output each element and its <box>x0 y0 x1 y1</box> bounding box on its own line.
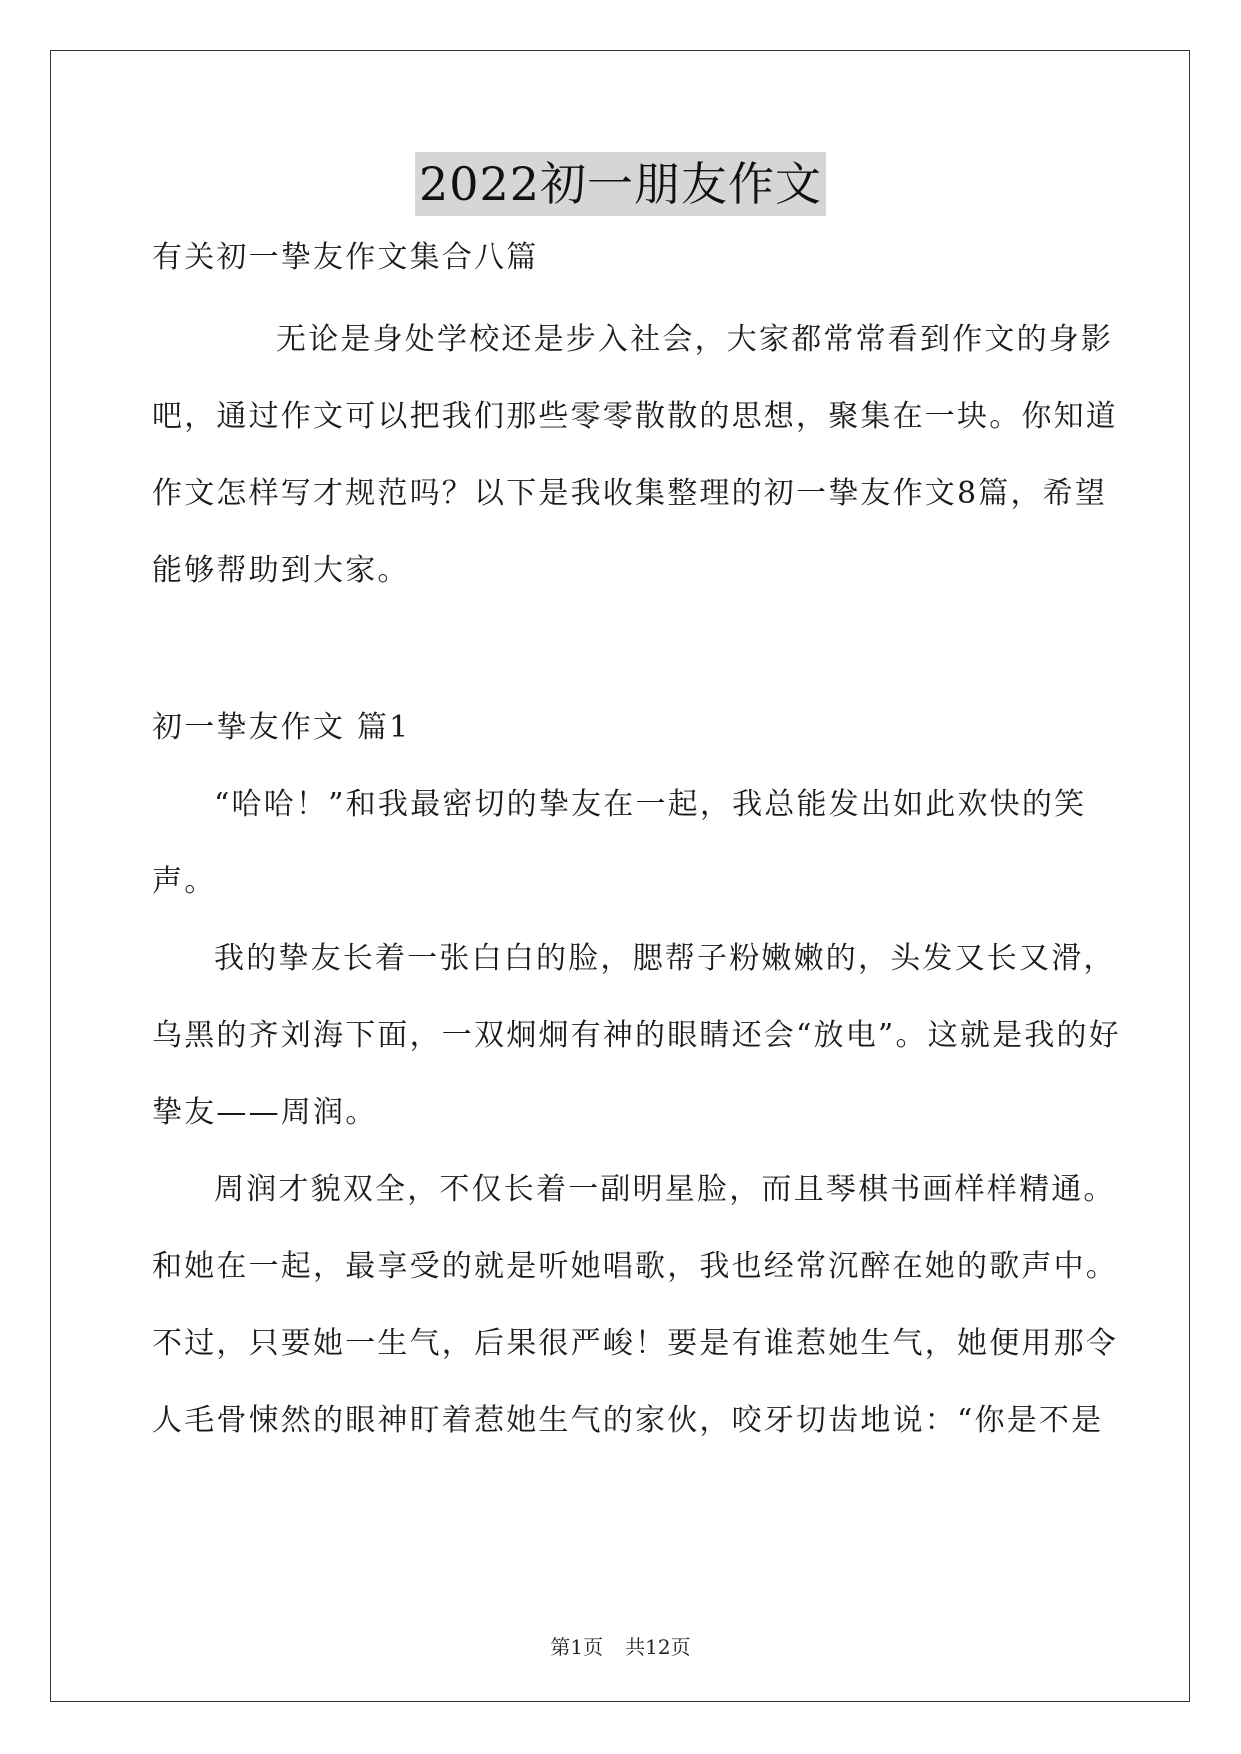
body-line: 不过，只要她一生气，后果很严峻！要是有谁惹她生气，她便用那令 <box>152 1326 1118 1361</box>
body-line: 声。 <box>152 864 217 899</box>
page-footer <box>0 1634 1241 1660</box>
body-line: 和她在一起，最享受的就是听她唱歌，我也经常沉醉在她的歌声中。 <box>152 1249 1118 1284</box>
body-line: 我的挚友长着一张白白的脸，腮帮子粉嫩嫩的，头发又长又滑， <box>214 941 1116 976</box>
intro-line: 吧，通过作文可以把我们那些零零散散的思想，聚集在一块。你知道 <box>152 399 1118 434</box>
title-wrap <box>0 152 1241 216</box>
intro-line: 能够帮助到大家。 <box>152 553 410 588</box>
body-line: “哈哈！”和我最密切的挚友在一起，我总能发出如此欢快的笑 <box>214 787 1087 822</box>
intro-line: 无论是身处学校还是步入社会，大家都常常看到作文的身影 <box>276 322 1114 357</box>
page-total: 共12页 <box>625 1635 691 1659</box>
body-line: 乌黑的齐刘海下面，一双炯炯有神的眼睛还会“放电”。这就是我的好 <box>152 1018 1121 1053</box>
section-heading: 初一挚友作文 篇1 <box>152 710 411 745</box>
document-subtitle: 有关初一挚友作文集合八篇 <box>152 240 539 275</box>
body-line: 挚友——周润。 <box>152 1095 378 1130</box>
document-title: 2022初一朋友作文 <box>415 152 826 216</box>
body-line: 人毛骨悚然的眼神盯着惹她生气的家伙，咬牙切齿地说：“你是不是 <box>152 1403 1104 1438</box>
body-line: 周润才貌双全，不仅长着一副明星脸，而且琴棋书画样样精通。 <box>214 1172 1116 1207</box>
intro-line: 作文怎样写才规范吗？以下是我收集整理的初一挚友作文8篇，希望 <box>152 476 1108 511</box>
page-number: 第1页 <box>550 1635 604 1659</box>
